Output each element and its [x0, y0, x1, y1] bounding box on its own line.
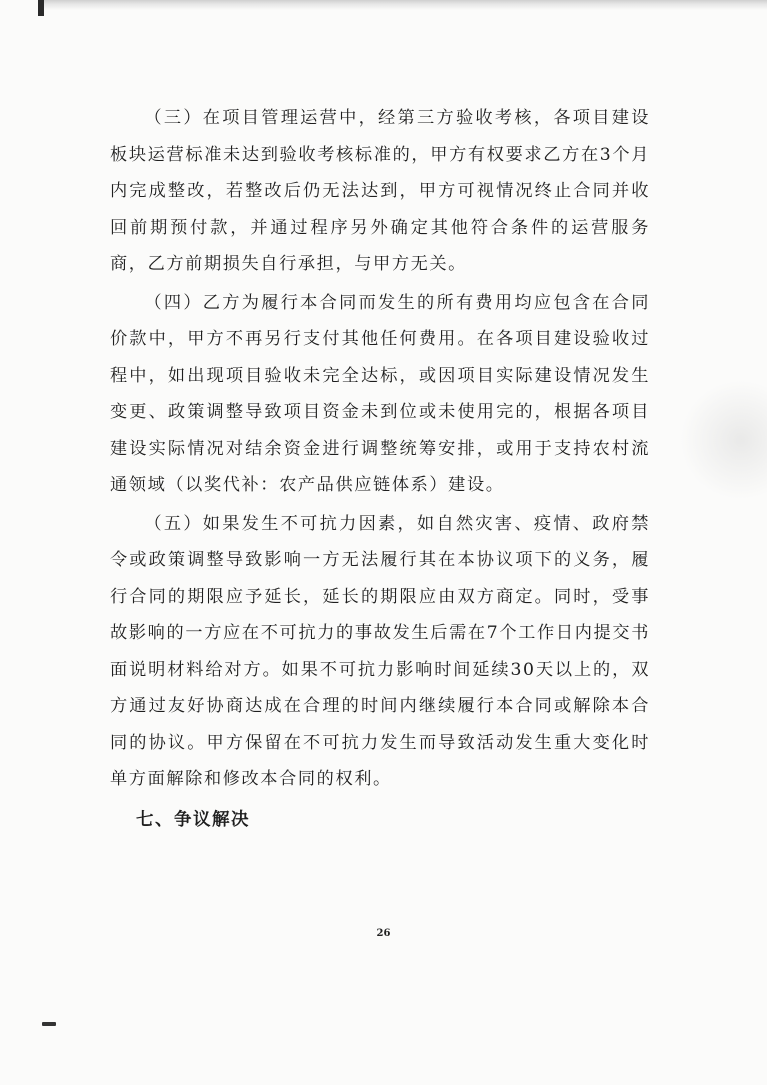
- scan-corner-mark: [38, 0, 44, 16]
- document-body: [110, 100, 650, 838]
- paragraph-clause-4: （四）乙方为履行本合同而发生的所有费用均应包含在合同价款中，甲方不再另行支付其他任何费用。在各项目建设验收过程中，如出现项目验收未完全达标，或因项目实际建设情况发生变更、政策调整导致项目资金未到位或未使用完的，根据各项目建设实际情况对结余资金进行调整统筹安排，或用于支持农村流通领域（以奖代补：农产品供应链体系）建设。: [110, 292, 650, 495]
- paragraph-clause-5: （五）如果发生不可抗力因素，如自然灾害、疫情、政府禁令或政策调整导致影响一方无法履行其在本协议项下的义务，履行合同的期限应予延长，延长的期限应由双方商定。同时，受事故影响的一方应在不可抗力的事故发生后需在7个工作日内提交书面说明材料给对方。如果不可抗力影响时间延续30天以上的，双方通过友好协商达成在合理的时间内继续履行本合同或解除本合同的协议。甲方保留在不可抗力发生而导致活动发生重大变化时单方面解除和修改本合同的权利。: [110, 513, 650, 789]
- scan-top-shadow: [40, 0, 767, 10]
- paragraph-clause-3: （三）在项目管理运营中，经第三方验收考核，各项目建设板块运营标准未达到验收考核标准的，甲方有权要求乙方在3个月内完成整改，若整改后仍无法达到，甲方可视情况终止合同并收回前期预付款，并通过程序另外确定其他符合条件的运营服务商，乙方前期损失自行承担，与甲方无关。: [110, 108, 650, 274]
- scan-edge-mark: [42, 1022, 56, 1026]
- page-number: 26: [376, 928, 391, 939]
- scan-smudge: [680, 380, 767, 500]
- section-heading-dispute-resolution: 七、争议解决: [136, 809, 250, 830]
